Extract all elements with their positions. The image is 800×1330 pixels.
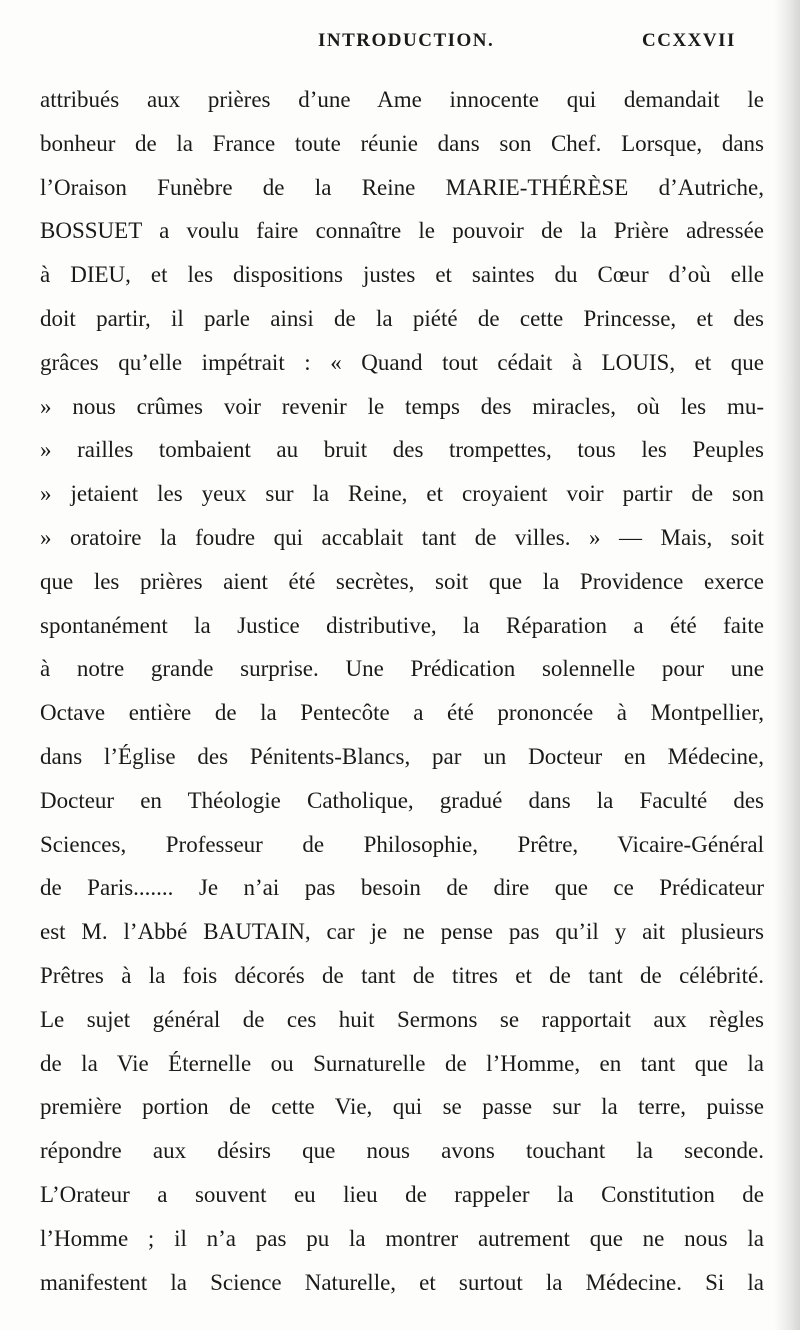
text-line: Le sujet général de ces huit Sermons se rapportait aux règles <box>40 1006 764 1032</box>
text-line: manifestent la Science Naturelle, et surtout la Médecine. Si la <box>40 1269 764 1295</box>
text-line: première portion de cette Vie, qui se passe sur la terre, puisse <box>40 1094 764 1120</box>
text-line: répondre aux désirs que nous avons touchant la seconde. <box>40 1138 764 1164</box>
text-line: doit partir, il parle ainsi de la piété de cette Princesse, et des <box>40 305 764 331</box>
text-line: bonheur de la France toute réunie dans son Chef. Lorsque, dans <box>40 130 764 156</box>
text-line: attribués aux prières d’une Ame innocente qui demandait le <box>40 87 764 112</box>
text-line: » jetaient les yeux sur la Reine, et croyaient voir partir de son <box>40 481 764 507</box>
text-line: que les prières aient été secrètes, soit que la Providence exerce <box>40 568 764 594</box>
text-line: Docteur en Théologie Catholique, gradué dans la Faculté des <box>40 787 764 813</box>
text-line: Sciences, Professeur de Philosophie, Prêtre, Vicaire-Général <box>40 831 764 857</box>
page-number: CCXXVII <box>642 30 736 51</box>
text-line: dans l’Église des Pénitents-Blancs, par un Docteur en Médecine, <box>40 743 764 769</box>
text-line: » railles tombaient au bruit des trompettes, tous les Peuples <box>40 437 764 463</box>
page-edge-shadow <box>774 0 800 1330</box>
running-head-title: INTRODUCTION. <box>318 30 495 51</box>
text-line: de la Vie Éternelle ou Surnaturelle de l’Homme, en tant que la <box>40 1050 764 1076</box>
text-line: spontanément la Justice distributive, la Réparation a été faite <box>40 612 764 638</box>
text-line: est M. l’Abbé BAUTAIN, car je ne pense pas qu’il y ait plusieurs <box>40 919 764 945</box>
text-line: Octave entière de la Pentecôte a été prononcée à Montpellier, <box>40 700 764 726</box>
text-line: grâces qu’elle impétrait : « Quand tout cédait à LOUIS, et que <box>40 349 764 375</box>
text-line: BOSSUET a voulu faire connaître le pouvoir de la Prière adressée <box>40 218 764 244</box>
text-line: de Paris....... Je n’ai pas besoin de dire que ce Prédicateur <box>40 875 764 901</box>
text-line: l’Oraison Funèbre de la Reine MARIE-THÉRÈSE d’Autriche, <box>40 174 764 200</box>
text-line: » oratoire la foudre qui accablait tant de villes. » — Mais, soit <box>40 524 764 550</box>
body-text <box>40 78 764 1304</box>
text-line: L’Orateur a souvent eu lieu de rappeler la Constitution de <box>40 1181 764 1207</box>
text-line: » nous crûmes voir revenir le temps des miracles, où les mu- <box>40 393 764 419</box>
text-line: l’Homme ; il n’a pas pu la montrer autrement que ne nous la <box>40 1225 764 1251</box>
text-line: à notre grande surprise. Une Prédication solennelle pour une <box>40 656 764 682</box>
running-head <box>0 30 800 60</box>
text-line: à DIEU, et les dispositions justes et saintes du Cœur d’où elle <box>40 262 764 288</box>
text-line: Prêtres à la fois décorés de tant de titres et de tant de célébrité. <box>40 962 764 988</box>
